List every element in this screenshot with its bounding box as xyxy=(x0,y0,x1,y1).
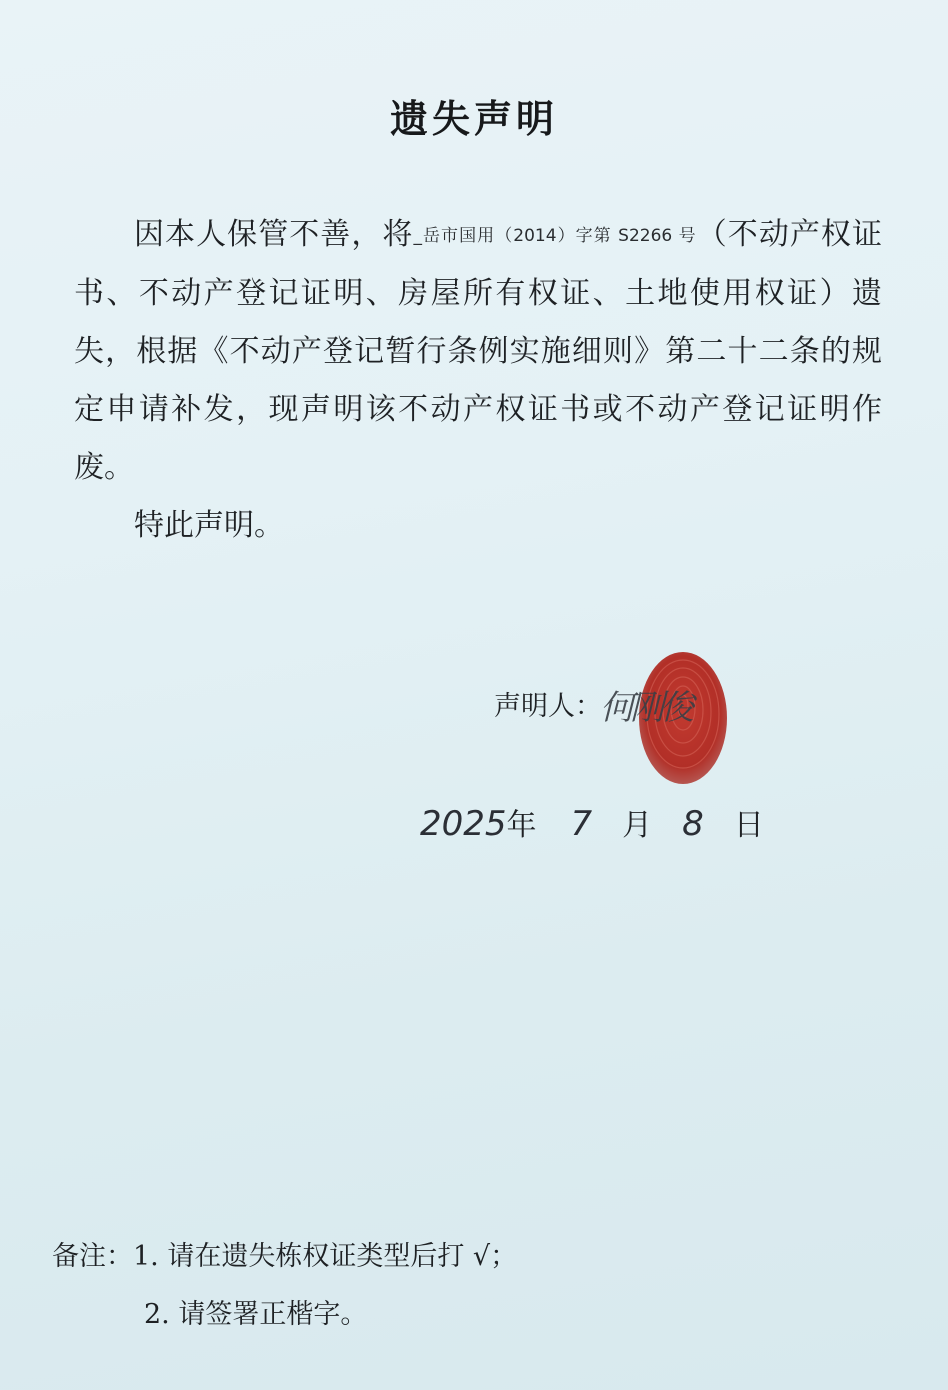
certificate-number-fill: _岳市国用（2014）字第 S2266 号 xyxy=(413,226,697,246)
paragraph-prefix: 因本人保管不善，将 xyxy=(134,217,414,252)
note-item-1: 1. 请在遗失栋权证类型后打 √； xyxy=(133,1241,518,1272)
date-year: 2025 xyxy=(420,804,507,844)
declaration-body xyxy=(74,206,882,497)
closing-statement: 特此声明。 xyxy=(134,508,284,543)
declaration-paragraph xyxy=(74,206,882,497)
document-title: 遗失声明 xyxy=(389,97,558,141)
date-day: 8 xyxy=(682,804,704,844)
declaration-date xyxy=(420,800,764,844)
paragraph-suffix: （不动产权证书、不动产登记证明、房屋所有权证、土地使用权证）遗失，根据《不动产登记暂行条例实施细则》第二十二条的规定申请补发，现声明该不动产权证书或不动产登记证明作废。 xyxy=(74,217,882,485)
note-line-1 xyxy=(52,1228,517,1286)
date-month: 7 xyxy=(570,804,593,844)
date-year-unit: 年 xyxy=(506,808,537,843)
handwritten-signature: 何刚俊 xyxy=(600,688,690,728)
note-item-2: 2. 请签署正楷字。 xyxy=(144,1299,368,1330)
declarant-label: 声明人： xyxy=(494,691,602,722)
notes-label: 备注： xyxy=(52,1241,133,1272)
notes-section xyxy=(52,1228,517,1344)
date-month-unit: 月 xyxy=(622,808,653,843)
date-day-unit: 日 xyxy=(733,808,764,843)
